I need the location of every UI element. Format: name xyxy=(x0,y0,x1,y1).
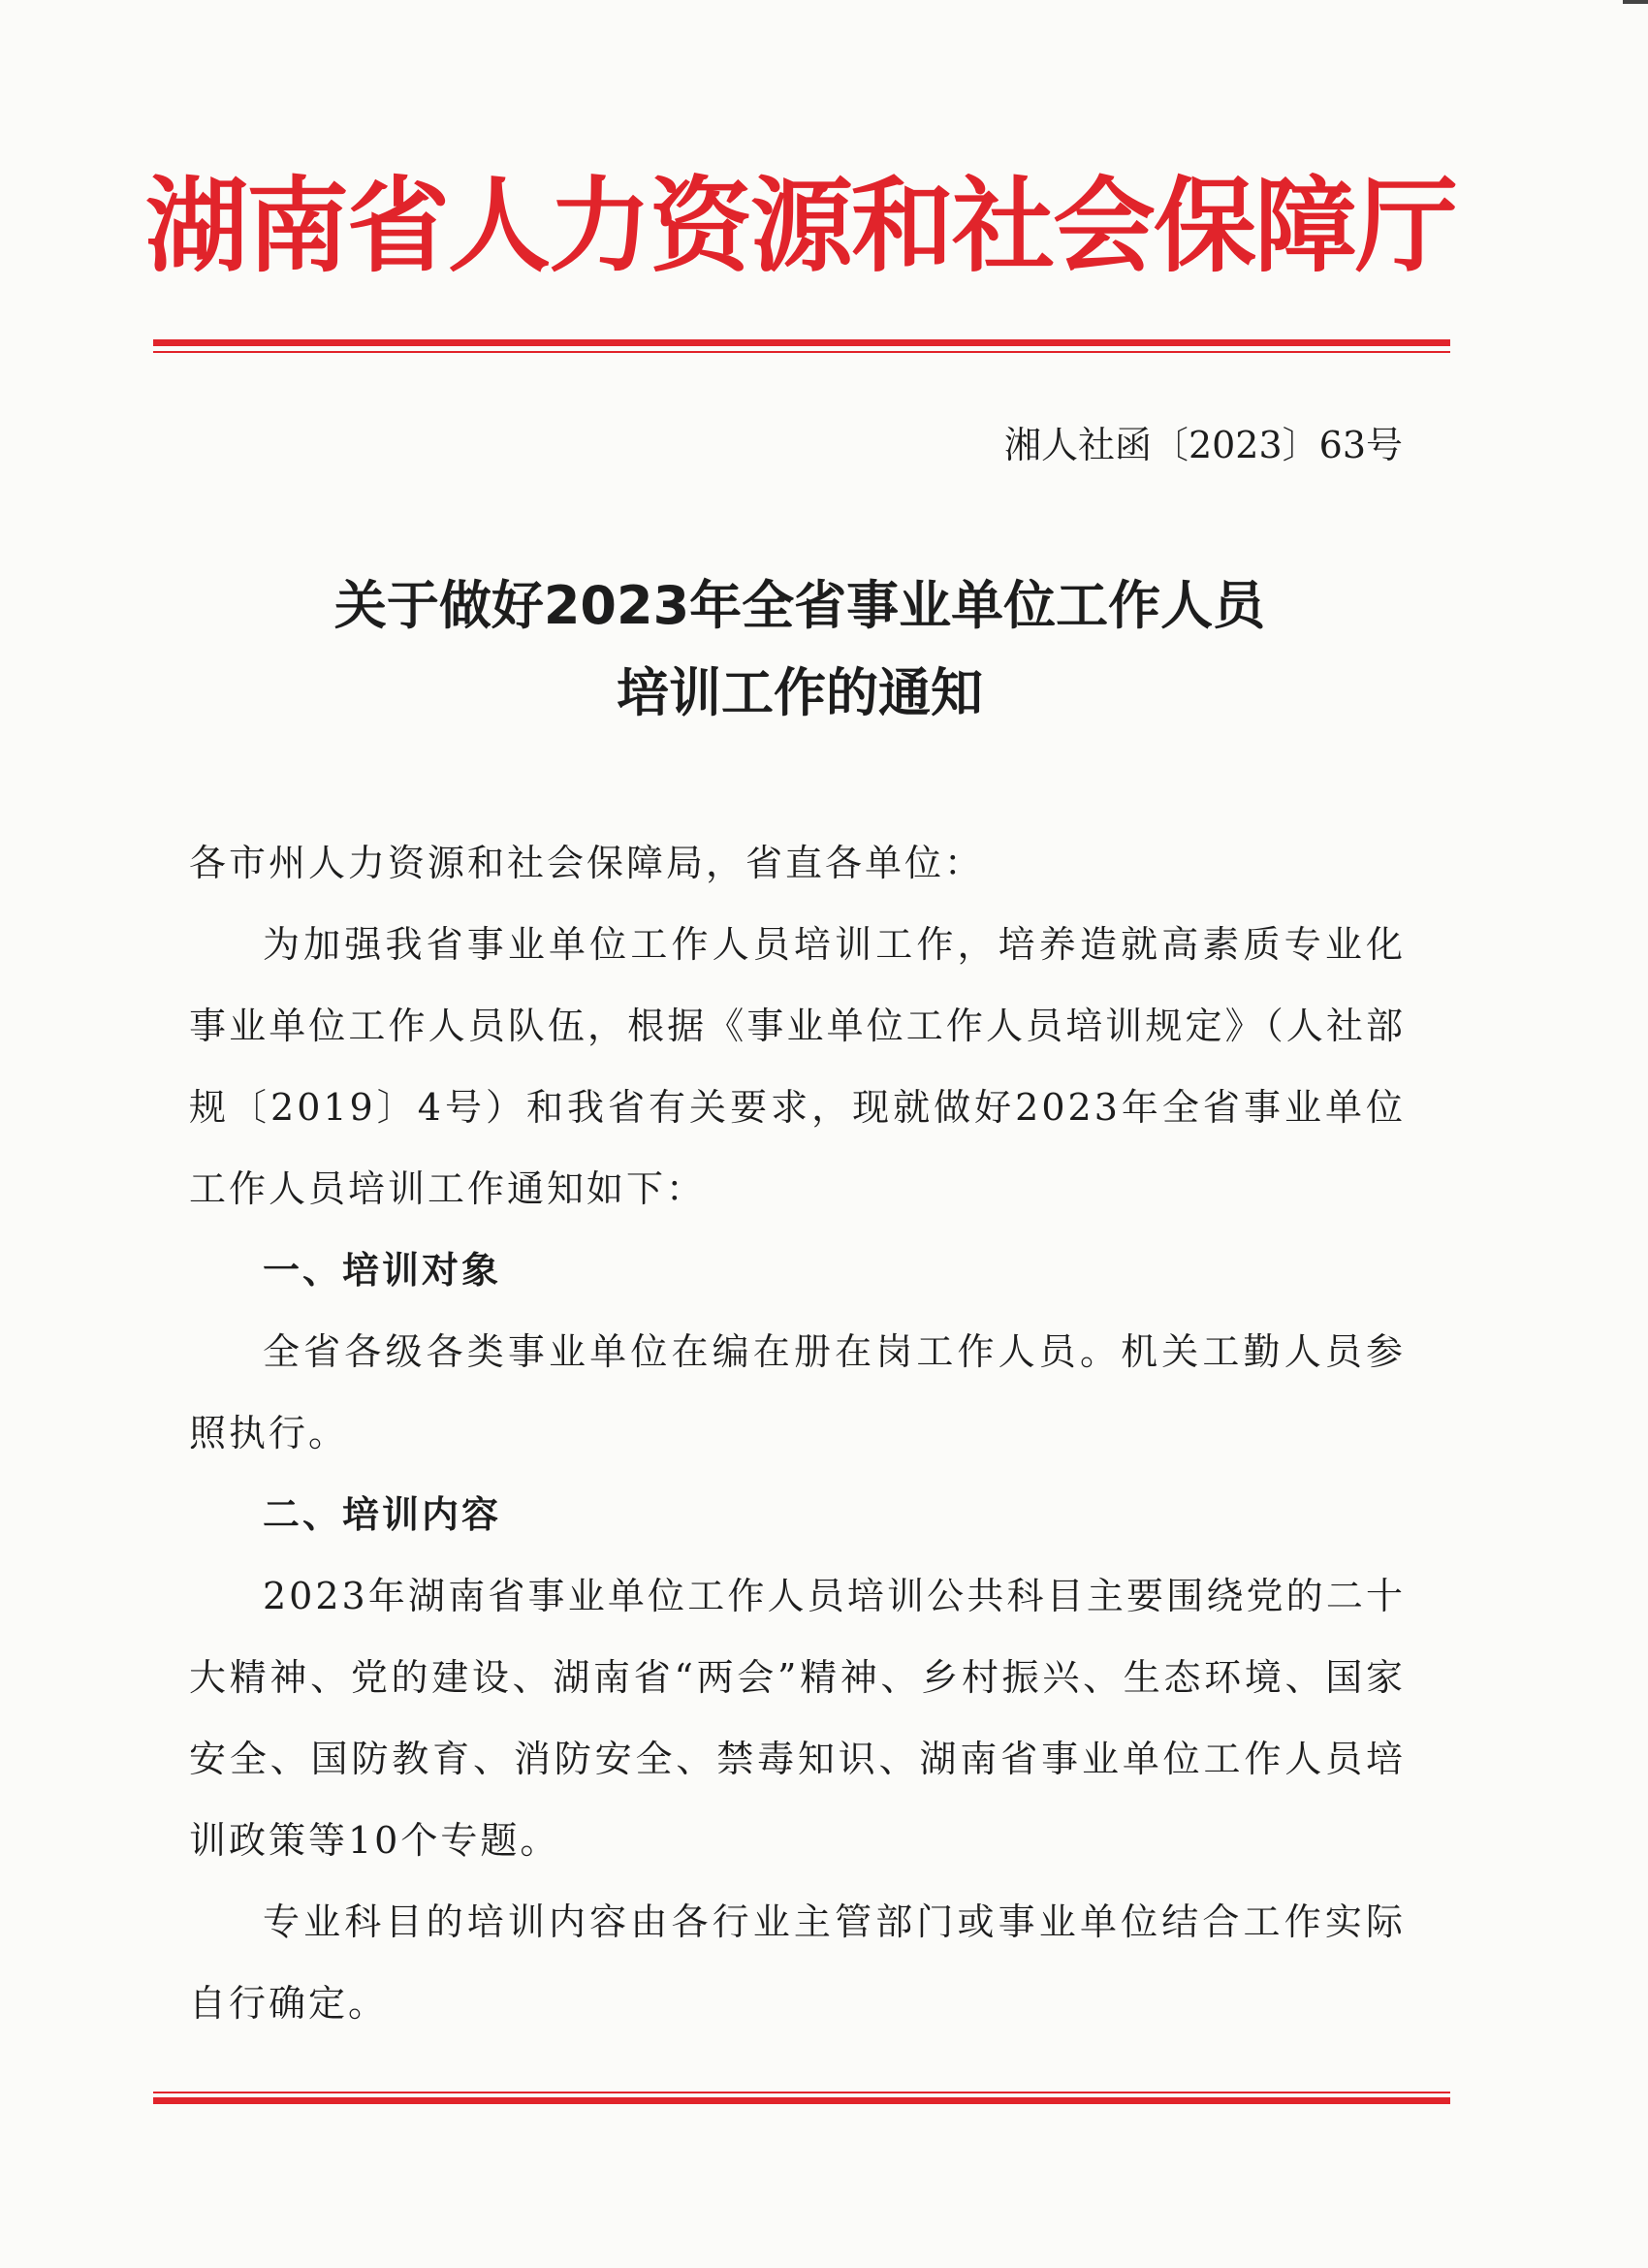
document-number: 湘人社函〔2023〕63号 xyxy=(1003,424,1403,466)
document-title xyxy=(174,562,1425,737)
header-thin-rule xyxy=(153,351,1450,353)
section-heading-training-targets: 一、培训对象 xyxy=(263,1249,502,1292)
section-body-training-content-professional: 专业科目的培训内容由各行业主管部门或事业单位结合工作实际自行确定。 xyxy=(189,1901,1406,2025)
section-body-training-content-public: 2023年湖南省事业单位工作人员培训公共科目主要围绕党的二十大精神、党的建设、湖南省“两会”精神、乡村振兴、生态环境、国家安全、国防教育、消防安全、禁毒知识、湖南省事业单位工作人员培训政策等10个专题。 xyxy=(189,1575,1406,1862)
intro-paragraph: 为加强我省事业单位工作人员培训工作，培养造就高素质专业化事业单位工作人员队伍，根据《事业单位工作人员培训规定》（人社部规〔2019〕4号）和我省有关要求，现就做好2023年全省事业单位工作人员培训工作通知如下： xyxy=(189,923,1406,1210)
section-body-training-targets: 全省各级各类事业单位在编在册在岗工作人员。机关工勤人员参照执行。 xyxy=(189,1330,1406,1454)
footer-thick-rule xyxy=(153,2097,1450,2104)
section-heading-training-content: 二、培训内容 xyxy=(263,1493,502,1536)
footer-thin-rule xyxy=(153,2092,1450,2093)
document-title-line-1: 关于做好2023年全省事业单位工作人员 xyxy=(333,575,1266,636)
agency-header-title: 湖南省人力资源和社会保障厅 xyxy=(145,165,1456,286)
document-title-line-2: 培训工作的通知 xyxy=(617,662,983,723)
salutation: 各市州人力资源和社会保障局，省直各单位： xyxy=(189,842,985,884)
scan-corner-mark xyxy=(1623,0,1648,4)
document-body xyxy=(189,822,1406,2044)
header-thick-rule xyxy=(153,339,1450,346)
